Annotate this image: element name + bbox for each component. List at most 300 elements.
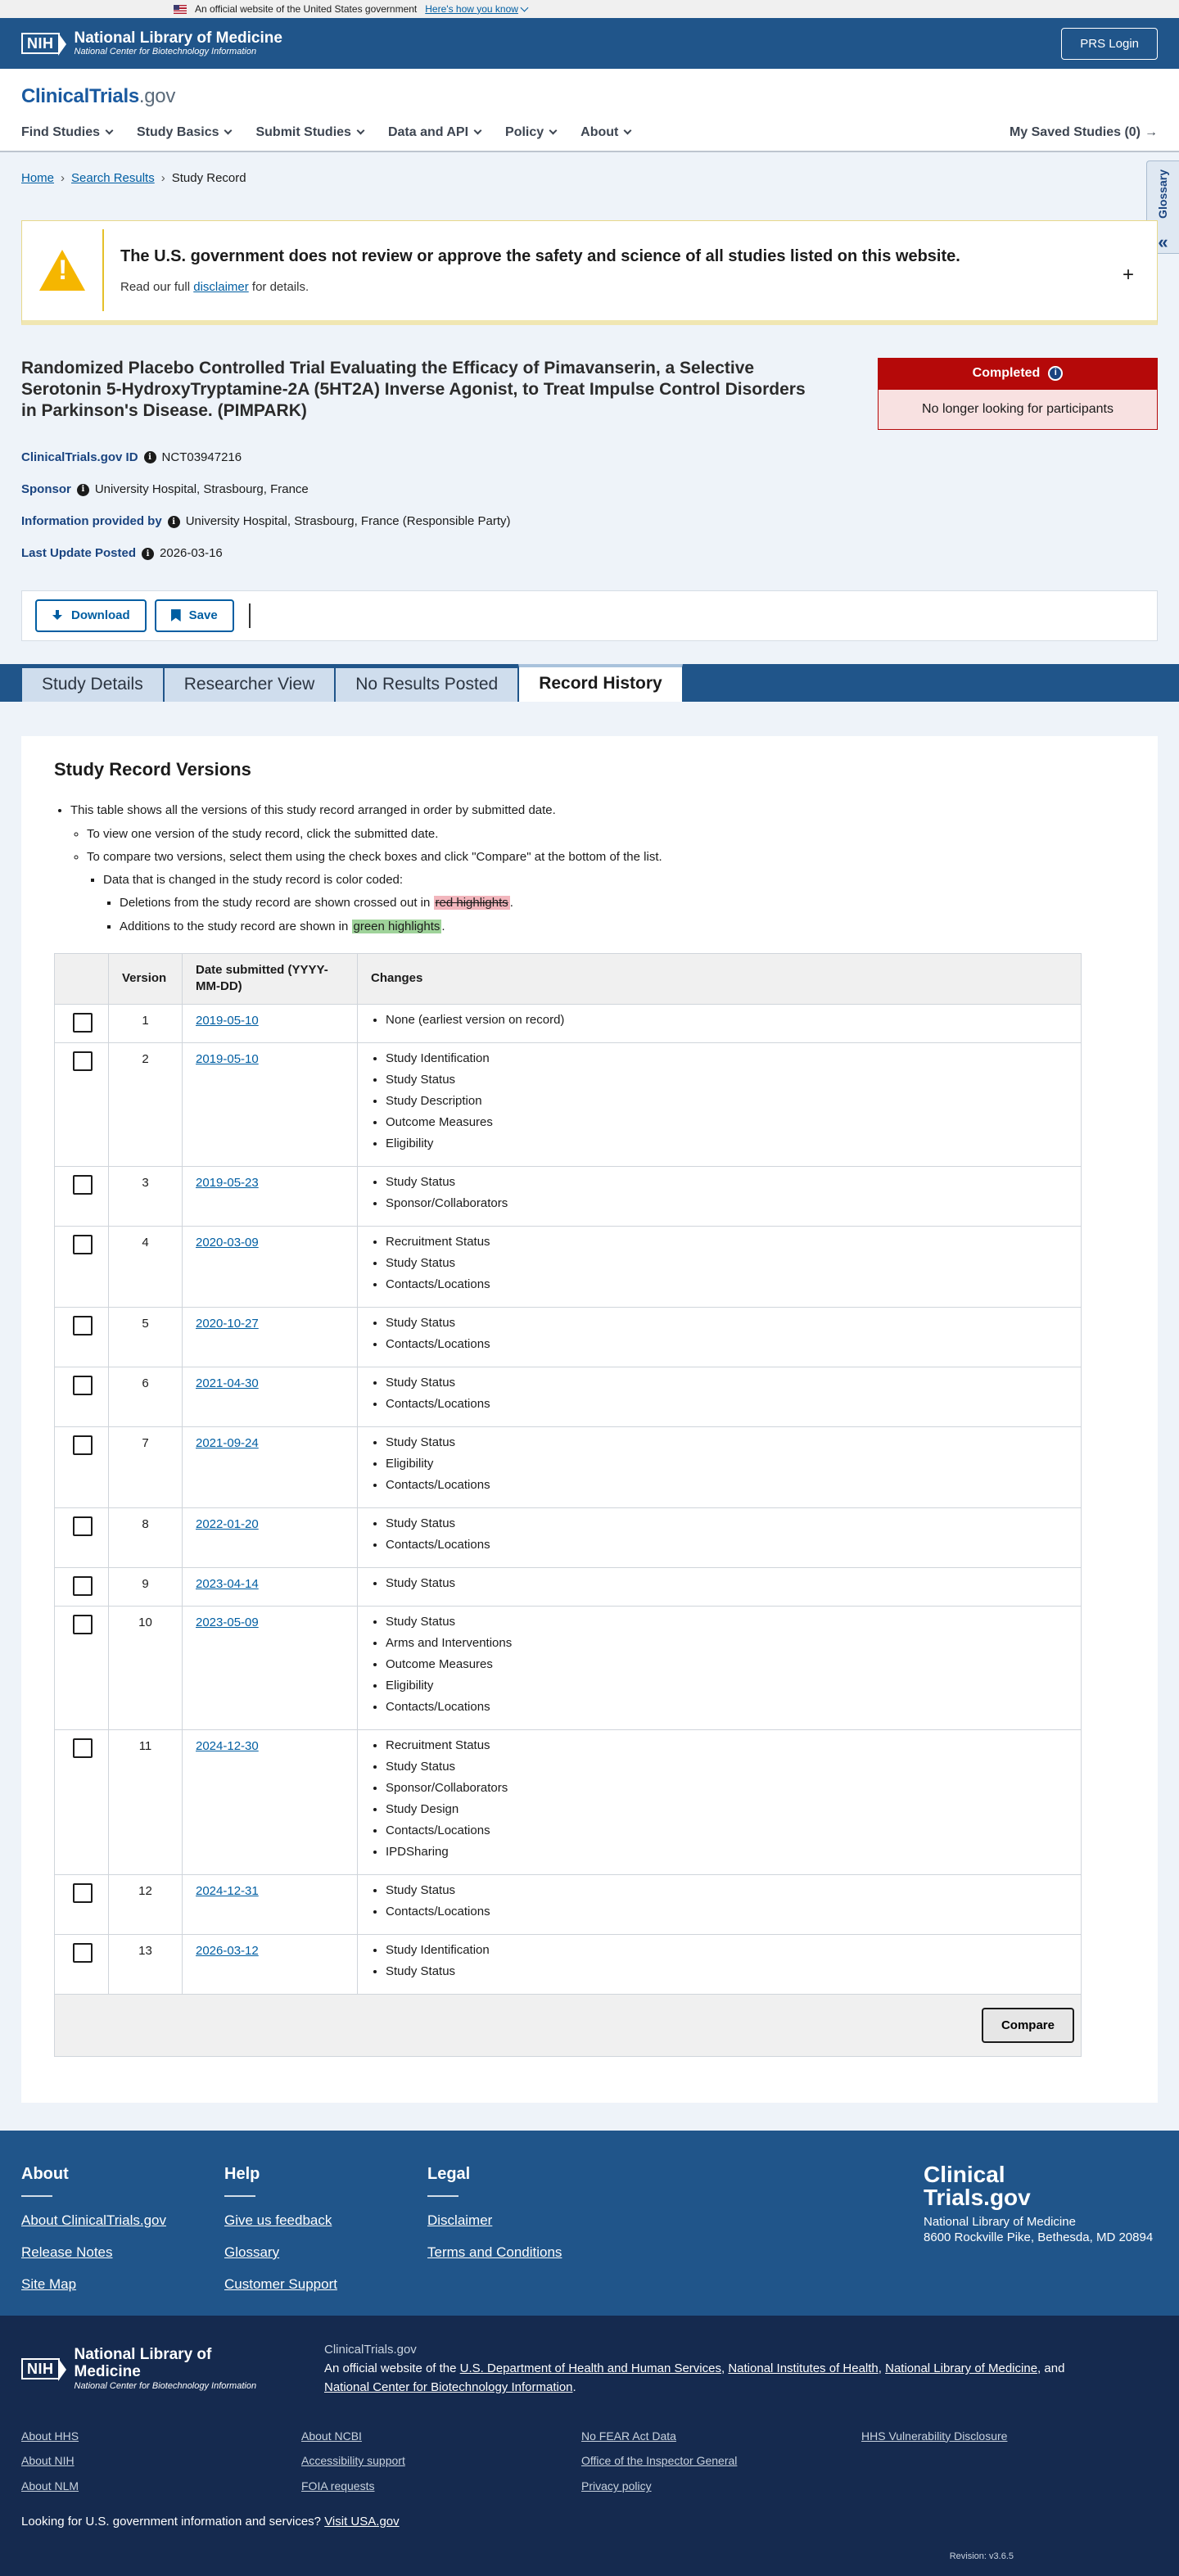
footer-col-about — [21, 2163, 224, 2307]
breadcrumb-search-results[interactable]: Search Results — [71, 171, 155, 186]
nav-submit-studies[interactable] — [255, 124, 363, 142]
footer-col-title: Help — [224, 2164, 260, 2183]
compare-button[interactable]: Compare — [982, 2008, 1074, 2043]
changes-cell — [358, 1567, 1082, 1606]
us-flag-icon — [174, 5, 187, 14]
note-item — [70, 802, 1125, 935]
change-item: • Study Status — [386, 1256, 1068, 1271]
nav-label: Policy — [505, 124, 544, 139]
chevron-right-icon: › — [61, 171, 66, 186]
version-checkbox[interactable] — [73, 1516, 93, 1536]
changes-cell — [358, 1226, 1082, 1307]
versions-notes — [54, 802, 1125, 935]
note-text: Deletions from the study record are shown crossed out in — [120, 896, 431, 911]
table-row — [55, 1426, 1082, 1507]
version-cell: 6 — [109, 1367, 183, 1426]
meta-label: Sponsor — [21, 481, 71, 496]
warning-icon-box — [22, 229, 104, 311]
gov-banner-text: An official website of the United States government — [195, 2, 418, 15]
tab-band — [0, 664, 1179, 702]
version-cell: 12 — [109, 1874, 183, 1934]
changes-cell — [358, 1042, 1082, 1166]
study-title: Randomized Placebo Controlled Trial Evaluating the Efficacy of Pimavanserin, a Selective Serotonin 5-HydroxyTryptamine-2A (5HT2A) Inverse Agonist, to Treat Impulse Control Disorders in Parkinson's Disease. (PIMPARK) — [21, 358, 806, 421]
changes-cell — [358, 1367, 1082, 1426]
date-cell — [183, 1426, 358, 1507]
version-cell: 4 — [109, 1226, 183, 1307]
changes-cell — [358, 1004, 1082, 1042]
date-cell — [183, 1729, 358, 1874]
col-select — [55, 953, 109, 1004]
info-icon[interactable]: i — [1048, 366, 1063, 381]
nav-data-api[interactable] — [388, 124, 481, 142]
versions-table-body — [55, 1004, 1082, 1994]
tab-record-history[interactable]: Record History — [518, 664, 683, 702]
change-item: • Study Status — [386, 1576, 1068, 1591]
date-cell — [183, 1042, 358, 1166]
prs-login-button[interactable]: PRS Login — [1061, 28, 1158, 60]
version-cell: 11 — [109, 1729, 183, 1874]
footer-ct-label: ClinicalTrials.gov — [324, 2342, 417, 2357]
gov-banner — [0, 0, 1179, 18]
table-row — [55, 1004, 1082, 1042]
col-date: Date submitted (YYYY-MM-DD) — [183, 953, 358, 1004]
change-item: • Recruitment Status — [386, 1738, 1068, 1753]
link-usa-gov[interactable]: Visit USA.gov — [324, 2515, 400, 2529]
version-cell: 3 — [109, 1166, 183, 1226]
disclaimer-text — [120, 279, 960, 296]
link-vuln-disclosure[interactable]: HHS Vulnerability Disclosure — [861, 2429, 1008, 2443]
tab-no-results-posted[interactable]: No Results Posted — [335, 667, 518, 702]
breadcrumb — [21, 152, 1158, 187]
status-box — [878, 358, 1158, 430]
nih-logo-mark: NIH — [21, 33, 60, 54]
col-version: Version — [109, 953, 183, 1004]
tab-researcher-view[interactable]: Researcher View — [164, 667, 336, 702]
version-checkbox[interactable] — [73, 1576, 93, 1596]
change-item: • Study Status — [386, 1376, 1068, 1390]
link-about-nlm[interactable]: About NLM — [21, 2479, 79, 2493]
change-item: • Study Status — [386, 1964, 1068, 1979]
nav-label: Find Studies — [21, 124, 100, 139]
changes-cell — [358, 1729, 1082, 1874]
glossary-label: Glossary — [1156, 169, 1170, 219]
note-item: ▪ Additions to the study record are shown in green highlights . — [120, 919, 1125, 935]
table-row — [55, 1307, 1082, 1367]
saved-label: My Saved Studies (0) — [1009, 124, 1141, 139]
note-text: This table shows all the versions of this study record arranged in order by submitted date. — [70, 803, 556, 818]
link-about-ncbi[interactable]: About NCBI — [301, 2429, 362, 2443]
change-item: • Recruitment Status — [386, 1235, 1068, 1250]
save-label: Save — [188, 608, 218, 623]
meta-last-update — [21, 545, 1158, 562]
select-cell — [55, 1567, 109, 1606]
version-checkbox[interactable] — [73, 1316, 93, 1335]
versions-table — [54, 953, 1082, 2057]
change-item: • Outcome Measures — [386, 1657, 1068, 1672]
footer-official-text: An official website of the U.S. Department of Health and Human Services, National Institutes of Health, National Library of Medicine, and National Center for Biotechnology Information. — [324, 2361, 1065, 2395]
version-cell: 1 — [109, 1004, 183, 1042]
change-item: • Study Identification — [386, 1943, 1068, 1958]
version-checkbox[interactable] — [73, 1615, 93, 1634]
version-date-link[interactable]: 2020-03-09 — [196, 1235, 259, 1250]
table-row — [55, 1729, 1082, 1874]
change-item: • Study Description — [386, 1094, 1068, 1109]
address-line: 8600 Rockville Pike, Bethesda, MD 20894 — [924, 2230, 1154, 2245]
footer-bottom-links — [21, 2429, 1158, 2495]
version-cell: 9 — [109, 1567, 183, 1606]
date-cell — [183, 1226, 358, 1307]
changes-cell — [358, 1874, 1082, 1934]
select-cell — [55, 1042, 109, 1166]
footer-logo-line: Clinical — [924, 2161, 1005, 2187]
clinicaltrials-logo[interactable] — [21, 84, 1158, 110]
footer-nih-logo[interactable] — [21, 2340, 275, 2397]
usa-pre: Looking for U.S. government information and services? — [21, 2515, 322, 2529]
study-header — [21, 358, 1158, 430]
change-item: • Study Status — [386, 1615, 1068, 1629]
meta-value: NCT03947216 — [161, 450, 242, 464]
version-date-link[interactable]: 2021-04-30 — [196, 1376, 259, 1390]
note-item — [103, 872, 1125, 935]
select-cell — [55, 1507, 109, 1567]
footer-link-disclaimer[interactable]: Disclaimer — [427, 2212, 493, 2228]
table-row — [55, 1226, 1082, 1307]
version-date-link[interactable]: 2024-12-30 — [196, 1738, 259, 1753]
change-item: • Contacts/Locations — [386, 1277, 1068, 1292]
footer-link-support[interactable]: Customer Support — [224, 2275, 337, 2292]
note-text: Additions to the study record are shown in — [120, 919, 349, 933]
date-cell — [183, 1367, 358, 1426]
breadcrumb-current: Study Record — [171, 171, 246, 186]
version-checkbox[interactable] — [73, 1175, 93, 1195]
info-icon[interactable]: i — [144, 451, 156, 463]
meta-value: University Hospital, Strasbourg, France — [94, 481, 309, 496]
meta-label: ClinicalTrials.gov ID — [21, 450, 138, 464]
how-you-know-link[interactable] — [425, 2, 527, 16]
empty-cell — [861, 2479, 1141, 2494]
select-cell — [55, 1874, 109, 1934]
versions-panel — [21, 736, 1158, 2103]
version-date-link[interactable]: 2019-05-10 — [196, 1051, 259, 1066]
change-item: • Study Design — [386, 1802, 1068, 1817]
change-item: • None (earliest version on record) — [386, 1013, 1068, 1028]
chevron-down-icon — [356, 126, 364, 134]
download-button[interactable] — [35, 599, 147, 632]
warning-icon — [39, 250, 85, 291]
footer-bottom — [0, 2316, 1179, 2576]
date-cell — [183, 1567, 358, 1606]
select-cell — [55, 1729, 109, 1874]
meta-label: Information provided by — [21, 514, 162, 529]
nlm-title: National Library of Medicine — [74, 2345, 212, 2380]
footer-col-help — [224, 2163, 427, 2307]
version-checkbox[interactable] — [73, 1051, 93, 1071]
disclaimer-alert — [21, 220, 1158, 325]
footer-link-site-map[interactable]: Site Map — [21, 2275, 77, 2292]
change-item: • Study Status — [386, 1175, 1068, 1190]
table-row — [55, 1934, 1082, 1994]
meta-value: 2026-03-16 — [160, 546, 223, 561]
meta-sponsor — [21, 481, 1158, 498]
ncbi-subtitle: National Center for Biotechnology Information — [74, 2380, 257, 2391]
and-text: and — [1044, 2361, 1065, 2376]
table-row — [55, 1567, 1082, 1606]
meta-provided-by — [21, 513, 1158, 530]
nav-label: Study Basics — [137, 124, 219, 139]
change-item: • Arms and Interventions — [386, 1636, 1068, 1651]
changes-cell — [358, 1307, 1082, 1367]
version-checkbox[interactable] — [73, 1235, 93, 1254]
select-cell — [55, 1307, 109, 1367]
version-date-link[interactable]: 2021-09-24 — [196, 1435, 259, 1450]
version-checkbox[interactable] — [73, 1013, 93, 1033]
col-changes: Changes — [358, 953, 1082, 1004]
change-item: • Study Status — [386, 1316, 1068, 1331]
change-item: • Eligibility — [386, 1137, 1068, 1151]
versions-title: Study Record Versions — [54, 758, 251, 780]
change-item: • Contacts/Locations — [386, 1905, 1068, 1919]
link-nih[interactable]: National Institutes of Health — [728, 2361, 879, 2376]
nih-logo-mark: NIH — [21, 2358, 60, 2379]
select-cell — [55, 1226, 109, 1307]
change-item: • IPDSharing — [386, 1845, 1068, 1860]
version-cell: 13 — [109, 1934, 183, 1994]
table-row — [55, 1367, 1082, 1426]
link-about-hhs[interactable]: About HHS — [21, 2429, 79, 2443]
link-about-nih[interactable]: About NIH — [21, 2454, 75, 2468]
how-you-know-label[interactable]: Here's how you know — [425, 2, 518, 15]
table-row — [55, 1166, 1082, 1226]
chevron-down-icon — [549, 126, 558, 134]
changes-cell — [358, 1934, 1082, 1994]
note-item: ▪ Deletions from the study record are shown crossed out in red highlights . — [120, 895, 1125, 911]
breadcrumb-home[interactable]: Home — [21, 171, 55, 186]
nav-label: Submit Studies — [255, 124, 351, 139]
version-cell: 7 — [109, 1426, 183, 1507]
link-no-fear[interactable]: No FEAR Act Data — [581, 2429, 676, 2443]
nav-find-studies[interactable] — [21, 124, 112, 142]
table-footer-row — [55, 1994, 1082, 2056]
link-ncbi[interactable]: National Center for Biotechnology Information — [324, 2380, 573, 2395]
divider — [21, 2195, 52, 2197]
nav-about[interactable] — [580, 124, 630, 142]
main-nav — [21, 113, 1158, 151]
bookmark-icon — [171, 609, 181, 621]
version-date-link[interactable]: 2020-10-27 — [196, 1316, 259, 1331]
empty-cell — [861, 2453, 1141, 2469]
revision-label: Revision: v3.6.5 — [949, 2551, 1014, 2561]
info-icon[interactable]: i — [142, 548, 154, 560]
footer-col-title: About — [21, 2164, 69, 2183]
nav-label: Data and API — [387, 124, 469, 139]
change-item: • Contacts/Locations — [386, 1700, 1068, 1715]
logo-suffix: .gov — [138, 85, 176, 107]
status-badge — [878, 358, 1158, 389]
footer-col-title: Legal — [427, 2164, 471, 2183]
date-cell — [183, 1307, 358, 1367]
change-item: • Contacts/Locations — [386, 1824, 1068, 1838]
version-date-link[interactable]: 2019-05-10 — [196, 1013, 259, 1028]
official-pre: An official website of the — [324, 2361, 457, 2376]
disclaimer-link[interactable]: disclaimer — [193, 279, 249, 294]
note-text: To compare two versions, select them using the check boxes and click "Compare" at the bottom of the list. — [87, 849, 662, 864]
recruitment-status: No longer looking for participants — [878, 389, 1158, 430]
divider — [249, 603, 251, 628]
footer-link-release-notes[interactable]: Release Notes — [21, 2244, 113, 2260]
change-item: • Contacts/Locations — [386, 1397, 1068, 1412]
footer-top — [0, 2131, 1179, 2316]
change-item: • Eligibility — [386, 1457, 1068, 1471]
footer-col-legal — [427, 2163, 630, 2307]
select-cell — [55, 1367, 109, 1426]
select-cell — [55, 1606, 109, 1729]
table-row — [55, 1042, 1082, 1166]
save-button[interactable] — [155, 599, 234, 632]
footer-link-feedback[interactable]: Give us feedback — [224, 2212, 332, 2228]
chevron-right-icon: › — [160, 171, 165, 186]
note-text: Data that is changed in the study record is color coded: — [103, 873, 404, 888]
nih-logo[interactable] — [21, 30, 282, 57]
footer-official-info — [324, 2340, 1086, 2397]
study-meta — [21, 450, 1158, 563]
red-highlight-sample: red highlights — [435, 896, 508, 911]
compare-cell — [55, 1994, 1082, 2056]
table-row — [55, 1507, 1082, 1567]
download-icon — [52, 610, 63, 621]
version-checkbox[interactable] — [73, 1738, 93, 1758]
action-bar — [21, 590, 1158, 641]
nav-study-basics[interactable] — [137, 124, 231, 142]
footer-link-glossary[interactable]: Glossary — [224, 2244, 280, 2260]
table-row — [55, 1874, 1082, 1934]
link-privacy[interactable]: Privacy policy — [581, 2479, 652, 2493]
divider — [224, 2195, 255, 2197]
version-cell: 2 — [109, 1042, 183, 1166]
logo-main: ClinicalTrials — [21, 85, 139, 107]
usa-gov-line — [21, 2514, 1158, 2530]
tab-study-details[interactable]: Study Details — [21, 667, 164, 702]
info-icon[interactable]: i — [168, 516, 180, 528]
changes-cell — [358, 1426, 1082, 1507]
my-saved-studies-link[interactable] — [1010, 124, 1158, 142]
disclaimer-post: for details. — [251, 279, 309, 294]
note-item — [87, 849, 1125, 935]
footer-logo[interactable] — [924, 2163, 1158, 2209]
date-cell — [183, 1166, 358, 1226]
arrow-right-icon: → — [1145, 124, 1158, 139]
change-item: • Eligibility — [386, 1679, 1068, 1693]
site-header — [0, 69, 1179, 152]
footer-link-about-ct[interactable]: About ClinicalTrials.gov — [21, 2212, 166, 2228]
select-cell — [55, 1004, 109, 1042]
footer-logo-line: Trials.gov — [924, 2184, 1031, 2210]
chevron-down-icon — [224, 126, 233, 134]
table-row — [55, 1606, 1082, 1729]
download-label: Download — [71, 608, 130, 623]
ncbi-subtitle: National Center for Biotechnology Information — [74, 47, 257, 57]
nlm-title: National Library of Medicine — [74, 29, 282, 47]
version-cell: 5 — [109, 1307, 183, 1367]
nav-policy[interactable] — [505, 124, 556, 142]
content-area — [0, 702, 1179, 2131]
table-header-row — [55, 953, 1082, 1004]
version-date-link[interactable]: 2022-01-20 — [196, 1516, 259, 1531]
version-cell: 8 — [109, 1507, 183, 1567]
link-nlm[interactable]: National Library of Medicine — [885, 2361, 1038, 2376]
change-item: • Contacts/Locations — [386, 1337, 1068, 1352]
disclaimer-pre: Read our full — [120, 279, 191, 294]
meta-value: University Hospital, Strasbourg, France (Responsible Party) — [185, 514, 511, 529]
disclaimer-title: The U.S. government does not review or approve the safety and science of all studies listed on this website. — [120, 246, 960, 265]
divider — [427, 2195, 458, 2197]
select-cell — [55, 1934, 109, 1994]
version-date-link[interactable]: 2026-03-12 — [196, 1943, 259, 1958]
date-cell — [183, 1606, 358, 1729]
change-item: • Contacts/Locations — [386, 1478, 1068, 1493]
date-cell — [183, 1934, 358, 1994]
changes-cell — [358, 1166, 1082, 1226]
footer-brand — [924, 2163, 1158, 2307]
changes-cell — [358, 1606, 1082, 1729]
nav-label: About — [580, 124, 619, 139]
change-item: • Contacts/Locations — [386, 1538, 1068, 1552]
change-item: • Study Status — [386, 1073, 1068, 1087]
version-date-link[interactable]: 2019-05-23 — [196, 1175, 259, 1190]
link-hhs[interactable]: U.S. Department of Health and Human Services — [459, 2361, 721, 2376]
double-chevron-left-icon: « — [1158, 231, 1168, 252]
green-highlight-sample: green highlights — [353, 919, 440, 933]
link-inspector-general[interactable]: Office of the Inspector General — [581, 2454, 738, 2468]
address-line: National Library of Medicine — [924, 2214, 1076, 2229]
change-item: • Sponsor/Collaborators — [386, 1781, 1068, 1796]
chevron-down-icon — [474, 126, 482, 134]
link-foia[interactable]: FOIA requests — [301, 2479, 375, 2493]
change-item: • Study Status — [386, 1516, 1068, 1531]
version-cell: 10 — [109, 1606, 183, 1729]
footer-link-terms[interactable]: Terms and Conditions — [427, 2244, 562, 2260]
expand-plus-icon[interactable]: + — [1122, 263, 1134, 286]
date-cell — [183, 1507, 358, 1567]
select-cell — [55, 1166, 109, 1226]
version-date-link[interactable]: 2023-05-09 — [196, 1615, 259, 1629]
version-checkbox[interactable] — [73, 1376, 93, 1395]
changes-cell — [358, 1507, 1082, 1567]
change-item: • Study Status — [386, 1435, 1068, 1450]
change-item: • Sponsor/Collaborators — [386, 1196, 1068, 1211]
change-item: • Study Identification — [386, 1051, 1068, 1066]
change-item: • Study Status — [386, 1760, 1068, 1774]
change-item: • Study Status — [386, 1883, 1068, 1898]
nih-bar — [0, 18, 1179, 69]
chevron-down-icon — [624, 126, 632, 134]
chevron-down-icon — [521, 3, 529, 11]
version-date-link[interactable]: 2023-04-14 — [196, 1576, 259, 1591]
note-item: ◦ To view one version of the study record, click the submitted date. — [87, 826, 1125, 843]
version-checkbox[interactable] — [73, 1883, 93, 1903]
chevron-down-icon — [106, 126, 114, 134]
date-cell — [183, 1004, 358, 1042]
date-cell — [183, 1874, 358, 1934]
link-accessibility[interactable]: Accessibility support — [301, 2454, 405, 2468]
meta-nct-id — [21, 450, 1158, 466]
status-label: Completed — [972, 365, 1041, 380]
meta-label: Last Update Posted — [21, 546, 137, 561]
version-date-link[interactable]: 2024-12-31 — [196, 1883, 259, 1898]
version-checkbox[interactable] — [73, 1943, 93, 1963]
version-checkbox[interactable] — [73, 1435, 93, 1455]
footer-address — [924, 2214, 1158, 2246]
info-icon[interactable]: i — [77, 484, 89, 496]
